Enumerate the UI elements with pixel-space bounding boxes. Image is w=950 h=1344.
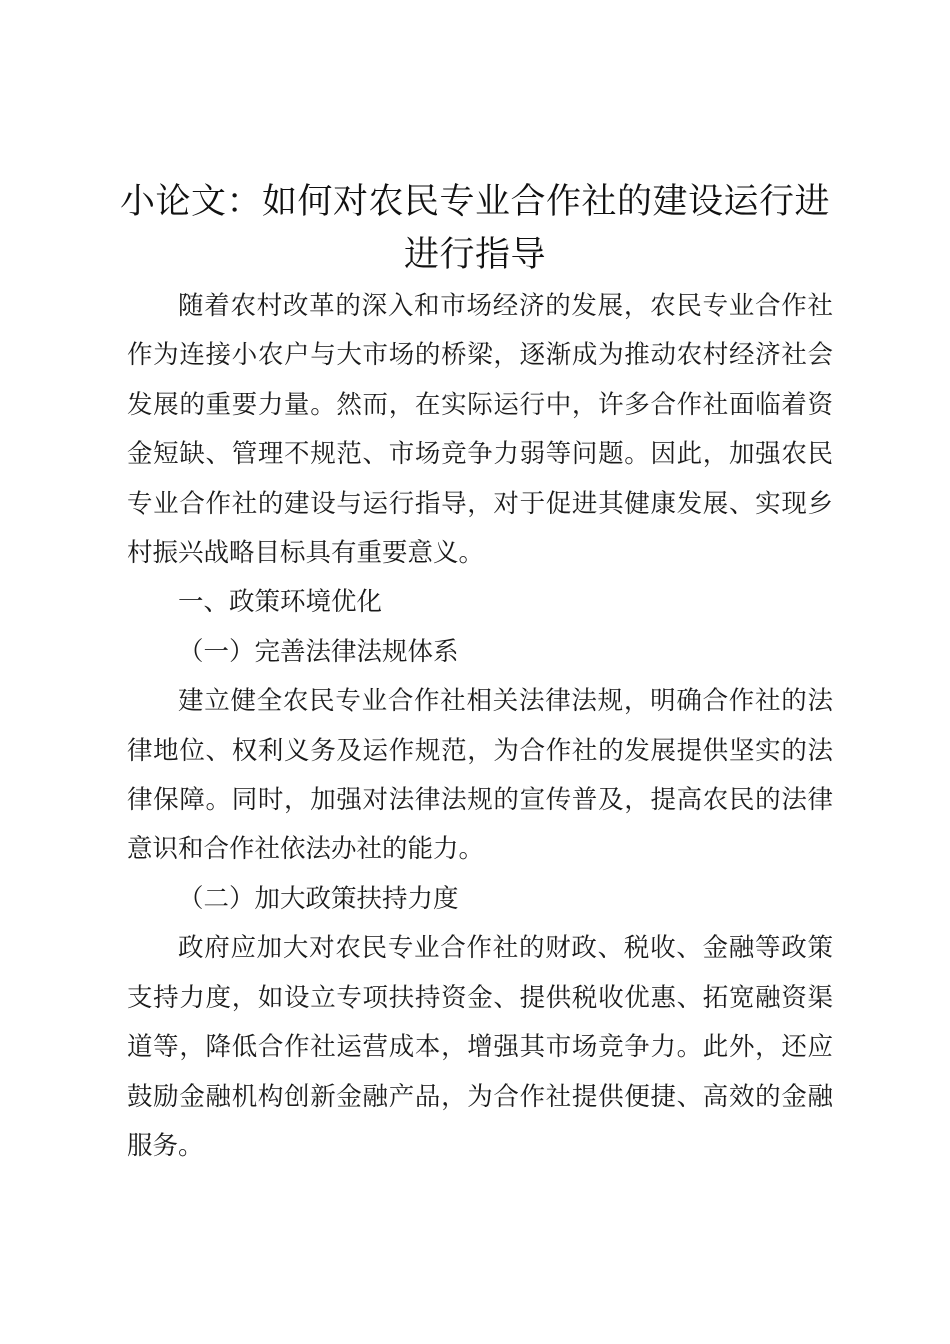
legal-paragraph: 建立健全农民专业合作社相关法律法规，明确合作社的法律地位、权利义务及运作规范，为合作社的发展提供坚实的法律保障。同时，加强对法律法规的宣传普及，提高农民的法律意识和合作社依法办社的能力。 [127, 686, 833, 865]
support-paragraph: 政府应加大对农民专业合作社的财政、税收、金融等政策支持力度，如设立专项扶持资金、提供税收优惠、拓宽融资渠道等，降低合作社运营成本，增强其市场竞争力。此外，还应鼓励金融机构创新金融产品，为合作社提供便捷、高效的金融服务。 [127, 933, 833, 1161]
intro-paragraph: 随着农村改革的深入和市场经济的发展，农民专业合作社作为连接小农户与大市场的桥梁，逐渐成为推动农村经济社会发展的重要力量。然而，在实际运行中，许多合作社面临着资金短缺、管理不规范、市场竞争力弱等问题。因此，加强农民专业合作社的建设与运行指导，对于促进其健康发展、实现乡村振兴战略目标具有重要意义。 [127, 291, 833, 569]
document-body [127, 282, 833, 1171]
subsection-heading-legal: （一）完善法律法规体系 [178, 636, 459, 667]
section-heading-policy: 一、政策环境优化 [178, 587, 383, 618]
subsection-heading-support: （二）加大政策扶持力度 [178, 883, 459, 914]
document-title: 小论文：如何对农民专业合作社的建设运行进进行指导 [119, 182, 830, 275]
